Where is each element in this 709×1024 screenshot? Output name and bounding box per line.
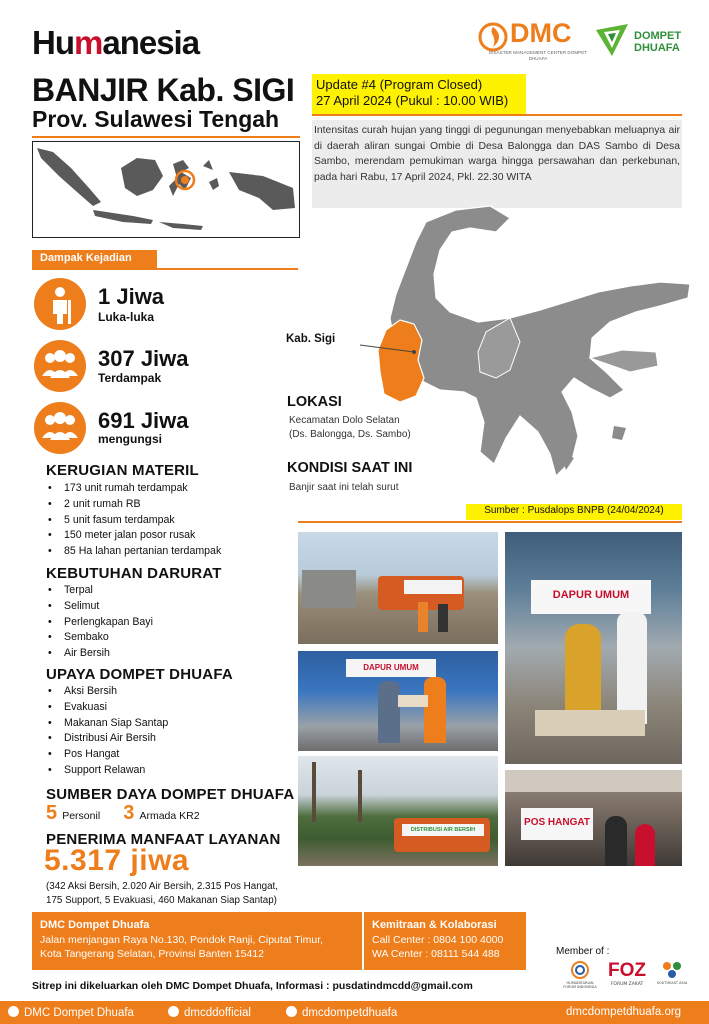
stat-evacuated-number: 691 Jiwa [98,408,189,433]
list-item: • Terpal [48,583,153,599]
update-badge: Update #4 (Program Closed) 27 April 2024 (Pukul : 10.00 WIB) [312,74,526,114]
injured-person-icon [34,278,86,330]
penerima-heading: PENERIMA MANFAAT LAYANAN [46,831,281,848]
event-description: Intensitas curah hujan yang tinggi di pegunungan menyebabkan meluapnya air di daerah aliran sungai Ombie di Desa Balongga dan DAS Sambo di Desa Sambo, merendam pemukiman warga hingga persawahan dan perkebunan, pada hari Rabu, 17 April 2024, Pkl. 22.30 WITA [312,120,682,208]
photo-cleanup [298,532,498,644]
beneficiary-breakdown: (342 Aksi Bersih, 2.020 Air Bersih, 2.315 Pos Hangat, 175 Support, 5 Evakuasi, 460 Makanan Siap Santap) [46,881,278,906]
source-divider [298,521,682,523]
list-item: • 5 unit fasum terdampak [48,513,221,529]
member-of-label: Member of : [556,946,610,957]
stat-affected-label: Terdampak [98,371,162,385]
dompet-dhuafa-text: DOMPET DHUAFA [634,30,682,54]
instagram-icon [286,1006,297,1017]
call-center[interactable]: Call Center : 0804 100 4000 [372,934,504,946]
dmc-logo [476,20,596,64]
stat-injured-label: Luka-luka [98,310,155,324]
foz-logo: FOZ FORUM ZAKAT [608,960,646,987]
personil-label: Personil [62,810,101,822]
personil-count: 5 [46,802,58,824]
stat-affected-number: 307 Jiwa [98,346,189,371]
list-item: • Selimut [48,599,153,615]
wa-center[interactable]: WA Center : 08111 544 488 [372,948,500,960]
update-divider [312,114,682,116]
instagram-link[interactable]: dmcdompetdhuafa [286,1006,397,1019]
list-item: • Evakuasi [48,700,168,716]
lokasi-heading: LOKASI [287,394,342,410]
list-item: • Sembako [48,630,153,646]
humanesia-logo: Humanesia [32,24,200,61]
footer-address-box [32,912,362,970]
list-item: • Makanan Siap Santap [48,716,168,732]
indonesia-map [32,141,300,238]
kerugian-list [48,481,221,560]
hfi-logo: HUMANITARIAN FORUM INDONESIA [560,960,600,996]
footer-contact-box [362,912,526,970]
photo-air-bersih-truck [298,756,498,866]
footer-org-name: DMC Dompet Dhuafa [40,919,150,931]
people-group-icon [34,402,86,454]
upaya-list [48,684,168,779]
dompet-dhuafa-leaf-icon [594,22,630,58]
social-bar [0,1001,709,1024]
kondisi-text: Banjir saat ini telah surut [289,482,399,493]
list-item: • Pos Hangat [48,747,168,763]
photo-dapur-umum [505,532,682,764]
kab-sigi-label: Kab. Sigi [286,333,336,345]
list-item: • Air Bersih [48,646,153,662]
page-title: BANJIR Kab. SIGI [32,72,295,108]
dmc-logo-text: DMC [510,18,572,48]
sumber-daya-heading: SUMBER DAYA DOMPET DHUAFA [46,786,295,803]
kerugian-heading: KERUGIAN MATERIL [46,462,199,479]
stat-injured-number: 1 Jiwa [98,284,165,309]
facebook-icon [8,1006,19,1017]
list-item: • Aksi Bersih [48,684,168,700]
footer-partner-heading: Kemitraan & Kolaborasi [372,919,497,931]
air-bersih-banner: DISTRIBUSI AIR BERSIH [402,824,484,836]
beneficiary-total: 5.317 jiwa [44,844,190,877]
armada-label: Armada KR2 [139,810,200,822]
page-subtitle: Prov. Sulawesi Tengah [32,106,280,132]
title-divider [32,136,300,138]
member-logos [560,960,690,996]
list-item: • Distribusi Air Bersih [48,731,168,747]
list-item: • 2 unit rumah RB [48,497,221,513]
website-link[interactable]: dmcdompetdhuafa.org [566,1006,682,1018]
dapur-umum-banner: DAPUR UMUM [531,580,651,614]
footer-address-line2: Kota Tangerang Selatan, Provinsi Banten 15412 [40,948,264,960]
sulawesi-map [360,202,705,482]
photo-distribusi [298,651,498,751]
footer-address-line1: Jalan menjangan Raya No.130, Pondok Ranji, Ciputat Timur, [40,934,324,946]
sitrep-note: Sitrep ini dikeluarkan oleh DMC Dompet Dhuafa, Informasi : pusdatindmcdd@gmail.com [32,980,473,992]
list-item: • 173 unit rumah terdampak [48,481,221,497]
dapur-umum-banner-2: DAPUR UMUM [346,659,436,677]
list-item: • 85 Ha lahan pertanian terdampak [48,544,221,560]
sumber-daya-row [46,802,200,825]
lokasi-text: Kecamatan Dolo Selatan (Ds. Balongga, Ds. Sambo) [289,415,411,440]
list-item: • Support Relawan [48,763,168,779]
dmc-logo-subtext: DISASTER MANAGEMENT CENTER DOMPET DHUAFA [488,50,588,61]
impact-divider [32,268,298,270]
facebook-link[interactable]: DMC Dompet Dhuafa [8,1006,134,1019]
source-note: Sumber : Pusdalops BNPB (24/04/2024) [466,504,682,520]
kebutuhan-list [48,583,153,662]
stat-evacuated-label: mengungsi [98,432,163,446]
southeast-asia-logo: SOUTHEAST ASIA [656,960,688,996]
dompet-dhuafa-logo [594,22,694,62]
people-group-icon [34,340,86,392]
kondisi-heading: KONDISI SAAT INI [287,460,413,476]
photo-pos-hangat [505,770,682,866]
upaya-heading: UPAYA DOMPET DHUAFA [46,666,233,683]
twitter-icon [168,1006,179,1017]
impact-section-label: Dampak Kejadian [32,250,157,268]
dmc-flame-icon [478,22,508,52]
twitter-link[interactable]: dmcddofficial [168,1006,251,1019]
pos-hangat-banner: POS HANGAT [521,808,593,840]
list-item: • 150 meter jalan posor rusak [48,528,221,544]
kebutuhan-heading: KEBUTUHAN DARURAT [46,565,222,582]
armada-count: 3 [123,802,135,824]
list-item: • Perlengkapan Bayi [48,615,153,631]
